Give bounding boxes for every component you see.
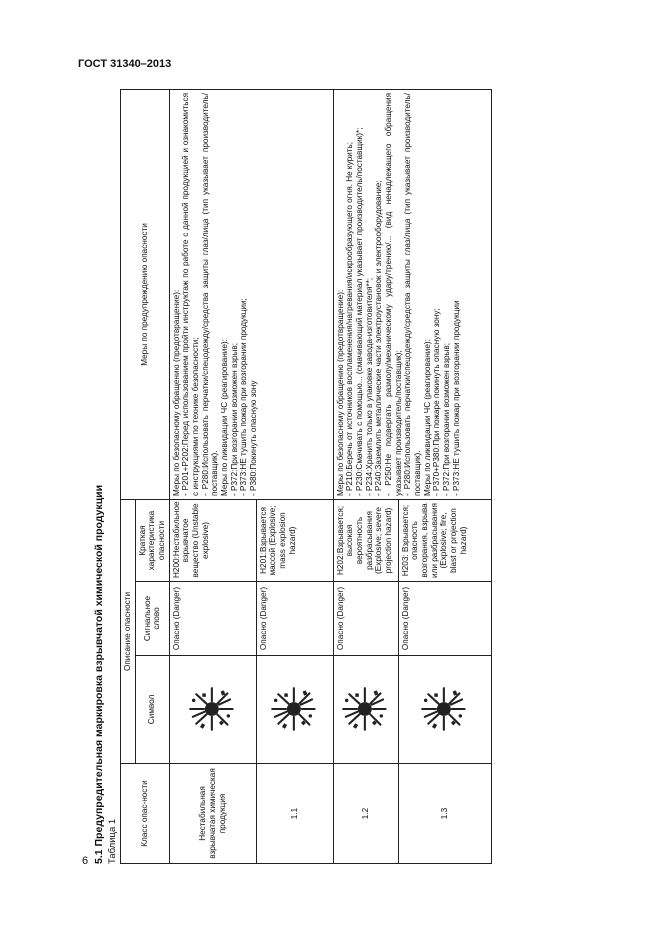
precaution-line: Меры по безопасному обращению (предотвращение): [335, 289, 345, 496]
class-cell: 1.2 [333, 764, 398, 864]
table-row [333, 89, 398, 863]
precaution-line: Меры по безопасному обращению (предотвращение): [171, 289, 181, 496]
short-description-cell: H202:Взрывается; высокая вероятность разбрасывания (Explosive; severe projection hazard) [333, 499, 398, 581]
exploding-bomb-icon [333, 656, 398, 764]
rotated-page-content [92, 90, 527, 864]
header-hazard-description: Описание опасности [121, 499, 136, 763]
table-label: Таблица 1 [107, 818, 118, 864]
precaution-line: - P210:Беречь от источников воспламенения/нагревания/искрообразующего огня. Не курить; [345, 141, 355, 496]
precaution-line: - P250:Не подвергать размолу/механическому удару/трению/... (вид ненадлежащего обращения указывает производитель/поставщик); [384, 92, 403, 496]
precaution-line: - P372:При возгорании возможен взрыв; [442, 342, 452, 496]
signal-word-cell: Опасно (Danger) [398, 582, 491, 656]
section-title: 5.1 Предупредительная маркировка взрывчатой химической продукции [93, 484, 105, 864]
header-class: Класс опас-ности [121, 764, 170, 864]
precaution-line: - P373:НЕ тушить пожар при возгорании продукции [451, 300, 461, 496]
signal-word-cell: Опасно (Danger) [169, 582, 256, 656]
precautions-cell [169, 89, 333, 499]
document-header: ГОСТ 31340–2013 [78, 58, 172, 70]
short-description-cell: H201:Взрывается массой (Explosive; mass explosion hazard) [256, 499, 333, 581]
header-symbol: Символ [135, 656, 169, 764]
class-cell: 1.3 [398, 764, 491, 864]
page-number: 6 [82, 855, 89, 867]
header-signal-word: Сигнальное слово [135, 582, 169, 656]
signal-word-cell: Опасно (Danger) [256, 582, 333, 656]
header-short-description: Краткая характеристика опасности [135, 499, 169, 581]
exploding-bomb-icon [256, 656, 333, 764]
precaution-line: Меры по ликвидации ЧС (реагирование): [220, 339, 230, 496]
exploding-bomb-icon [398, 656, 491, 764]
precaution-line: - P280:Использовать перчатки/спецодежду/средства защиты глаз/лица (тип указывает производитель/поставщик). [200, 92, 220, 496]
hazard-table [120, 89, 492, 864]
precaution-line: - P373:НЕ тушить пожар при возгорании продукции; [239, 298, 249, 496]
precaution-line: - P230:Смачивать с помощью... (смачивающий материал указывает производитель/поставщик)*; [355, 127, 365, 496]
precaution-line: - P380:Покинуть опасную зону [249, 380, 259, 496]
short-description-cell: H203: Взрывается; опасность возгорания, взрыва или разбрасывания (Explosive; fire, blast or projection hazard) [398, 499, 491, 581]
header-precautions: Меры по предупреждению опасности [121, 89, 170, 499]
precaution-line: - P372:При возгорании возможен взрыв; [229, 342, 239, 496]
exploding-bomb-icon [169, 656, 256, 764]
precaution-line: - P201+P202:Перед использованием пройти инструктаж по работе с данной продукцией и ознакомиться с инструкциями по технике безопасности; [181, 92, 201, 496]
precaution-line: - P240:Заземлить металлические части электроустановок и электрооборудование; [374, 180, 384, 496]
precaution-line: Меры по ликвидации ЧС (реагирование): [422, 339, 432, 496]
class-cell: Нестабильная взрывчатая химическая продукция [169, 764, 256, 864]
class-cell: 1.1 [256, 764, 333, 864]
precautions-cell [333, 89, 491, 499]
precaution-line: - P234:Хранить только в упаковке завода-изготовителя**; [364, 277, 374, 496]
table-header-row [121, 89, 136, 863]
table-row [169, 89, 256, 863]
precaution-line: - P370+P380:При пожаре покинуть опасную зону; [432, 308, 442, 496]
short-description-cell: H200:Нестабильное взрывчатое вещество (Unstable explosive) [169, 499, 256, 581]
signal-word-cell: Опасно (Danger) [333, 582, 398, 656]
precaution-line: - P280:Использовать перчатки/спецодежду/средства защиты глаз/лица (тип указывает производитель/поставщик). [403, 92, 423, 496]
